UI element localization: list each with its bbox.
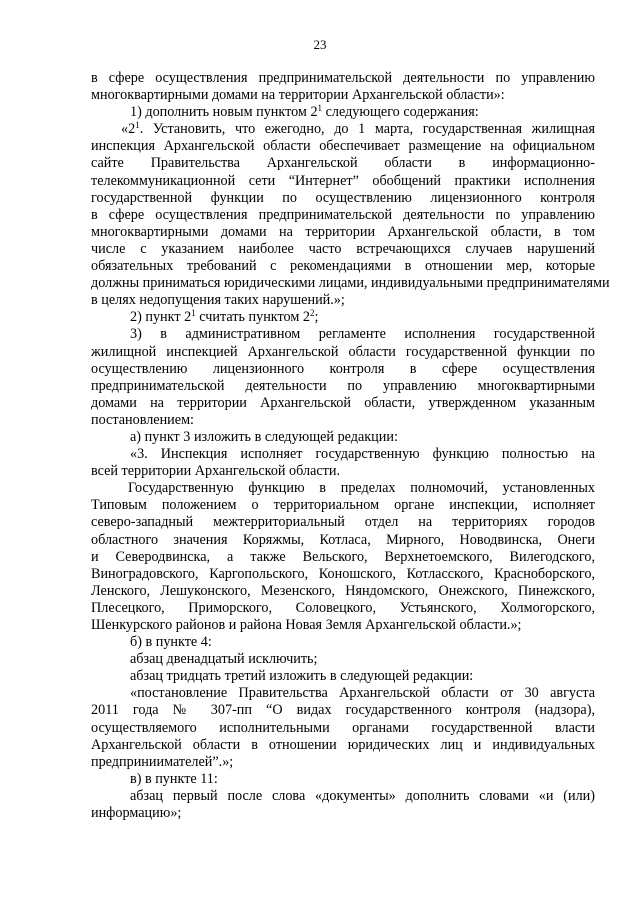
text-line: осуществляемого исполнительными органами государственной власти — [91, 719, 595, 736]
text-line: а) пункт 3 изложить в следующей редакции: — [130, 428, 398, 445]
text-line: Государственную функцию в пределах полномочий, установленных — [128, 480, 595, 497]
text-line: многоквартирными домами на территории Архангельской области»: — [91, 87, 505, 104]
text-line: Плесецкого, Приморского, Соловецкого, Устьянского, Холмогорского, — [91, 599, 595, 616]
text-line: абзац двенадцатый исключить; — [130, 651, 318, 668]
superscript: 1 — [191, 308, 196, 319]
text-line: Архангельской области в отношении юридических лиц и индивидуальных — [91, 736, 595, 753]
text-line: постановлением: — [91, 411, 194, 428]
text-line: домами на территории Архангельской области, утвержденном указанным — [91, 394, 595, 411]
text-line: телекоммуникационной сети “Интернет” обобщений практики исполнения — [91, 172, 595, 189]
text-fragment: ; — [314, 309, 319, 326]
text-line: абзац первый после слова «документы» дополнить словами «и (или) — [130, 787, 595, 804]
text-line: б) в пункте 4: — [130, 634, 212, 651]
text-fragment: 2) пункт 2 — [130, 309, 192, 326]
text-line: инспекция Архангельской области обеспечивает размещение на официальном — [91, 138, 595, 155]
text-fragment: «2 — [121, 121, 136, 138]
text-line: государственной функции по осуществлению лицензионного контроля — [91, 189, 595, 206]
text-line — [91, 309, 595, 326]
text-line: 2011 года № 307-пп “О видах государственного контроля (надзора), — [91, 702, 595, 719]
text-line: многоквартирными домами на территории Архангельской области, в том — [91, 223, 595, 240]
superscript: 1 — [317, 103, 323, 114]
text-line: «3. Инспекция исполняет государственную функцию полностью на — [130, 446, 595, 463]
superscript: 2 — [309, 308, 315, 319]
text-line: Ленского, Лешуконского, Мезенского, Няндомского, Онежского, Пинежского, — [91, 582, 595, 599]
text-line: северо-западный межтерриториальный отдел на территориях городов — [91, 514, 595, 531]
text-line: всей территории Архангельской области. — [91, 463, 341, 480]
text-line: предпринимательской деятельности по управлению многоквартирными — [91, 377, 595, 394]
text-line: предприниимателей”.»; — [91, 753, 234, 770]
text-line: Виноградовского, Каргопольского, Коношского, Котласского, Красноборского, — [91, 565, 595, 582]
text-line: в сфере осуществления предпринимательской деятельности по управлению — [91, 206, 595, 223]
text-line: числе с указанием наиболее часто встречающихся случаев нарушений — [91, 240, 595, 257]
text-line: 3) в административном регламенте исполнения государственной — [130, 326, 595, 343]
text-line: в целях недопущения таких нарушений.»; — [91, 292, 345, 309]
text-line: должны приниматься юридическими лицами, индивидуальными предпринимателями — [91, 275, 610, 292]
text-line: абзац тридцать третий изложить в следующей редакции: — [130, 668, 474, 685]
text-fragment: . Установить, что ежегодно, до 1 марта, государственная жилищная — [139, 121, 595, 138]
text-fragment: следующего содержания: — [322, 104, 479, 121]
page-number: 23 — [313, 37, 327, 52]
text-line: в) в пункте 11: — [130, 770, 218, 787]
text-line: информацию»; — [91, 805, 182, 822]
document-body — [91, 70, 610, 822]
text-line: жилищной инспекцией Архангельской области государственной функции по — [91, 343, 595, 360]
text-line: и Северодвинска, а также Вельского, Верхнетоемского, Вилегодского, — [91, 548, 595, 565]
text-line: обязательных требований с рекомендациями в отношении мер, которые — [91, 258, 595, 275]
superscript: 1 — [135, 120, 140, 131]
text-line — [91, 104, 595, 121]
text-line — [91, 121, 595, 138]
text-line: «постановление Правительства Архангельской области от 30 августа — [130, 685, 595, 702]
text-fragment: считать пунктом 2 — [195, 309, 310, 326]
text-line: сайте Правительства Архангельской области в информационно- — [91, 155, 595, 172]
text-line: осуществлению лицензионного контроля в сфере осуществления — [91, 360, 595, 377]
text-line: Типовым положением о территориальном органе инспекции, исполняет — [91, 497, 595, 514]
text-line: областного значения Коряжмы, Котласа, Мирного, Новодвинска, Онеги — [91, 531, 595, 548]
text-fragment: 1) дополнить новым пунктом 2 — [130, 104, 318, 121]
text-line: в сфере осуществления предпринимательской деятельности по управлению — [91, 70, 595, 86]
text-line: Шенкурского районов и района Новая Земля Архангельской области.»; — [91, 617, 522, 633]
